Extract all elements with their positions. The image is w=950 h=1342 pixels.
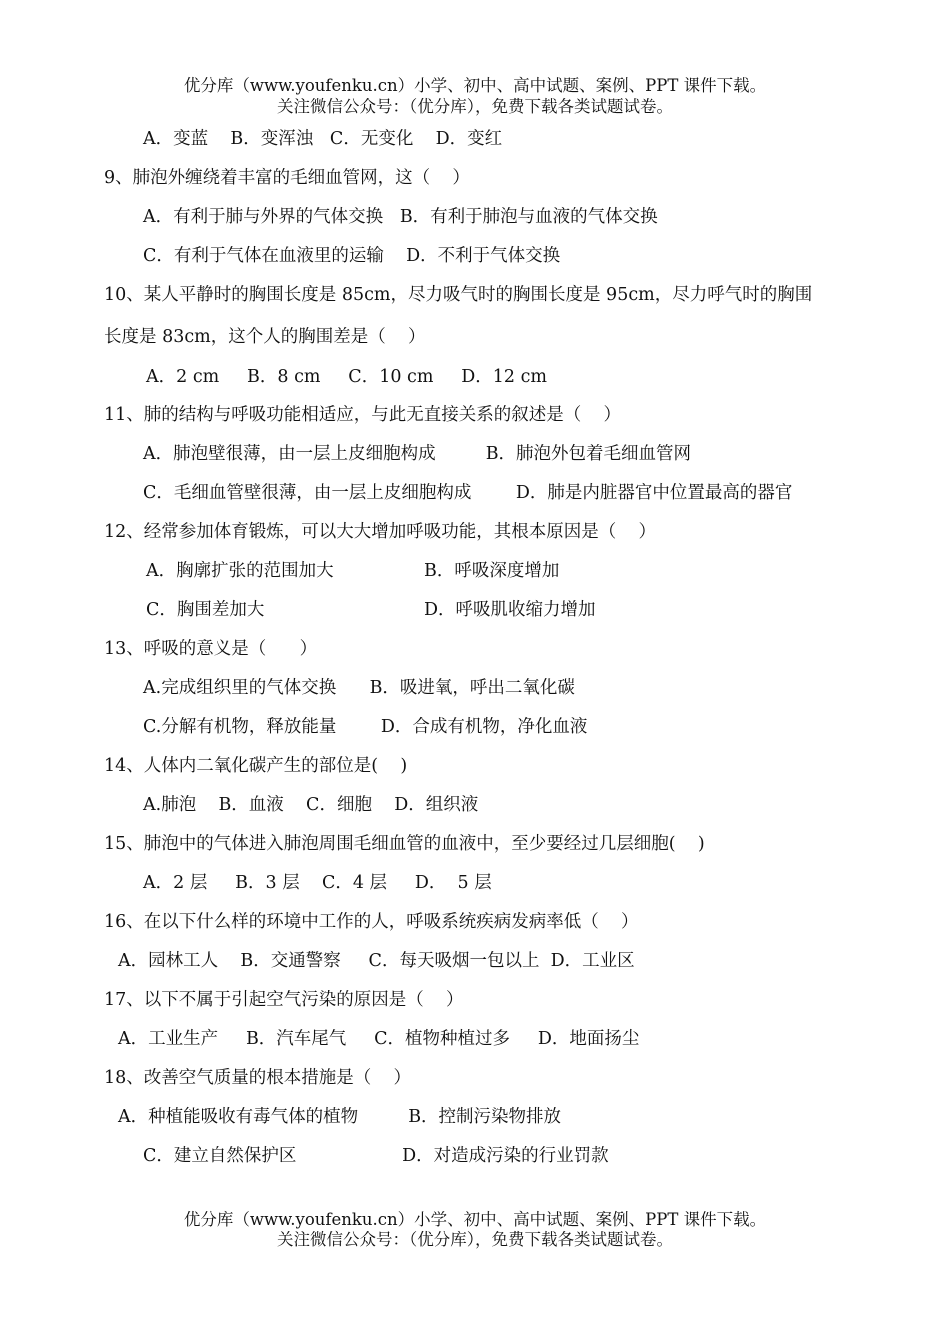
- q16-stem: 16、在以下什么样的环境中工作的人，呼吸系统疾病发病率低（ ）: [104, 912, 639, 932]
- q12-option-c: C．胸围差加大: [146, 600, 265, 620]
- q12-option-a: A．胸廓扩张的范围加大: [146, 561, 334, 581]
- q18-stem: 18、改善空气质量的根本措施是（ ）: [104, 1068, 412, 1088]
- q12-option-b: B．呼吸深度增加: [424, 561, 560, 581]
- q16-options: A．园林工人 B．交通警察 C．每天吸烟一包以上 D．工业区: [118, 951, 635, 971]
- q15-options: A．2 层 B．3 层 C．4 层 D． 5 层: [143, 873, 492, 893]
- q9-options-ab: A．有利于肺与外界的气体交换 B．有利于肺泡与血液的气体交换: [143, 207, 658, 227]
- q17-stem: 17、以下不属于引起空气污染的原因是（ ）: [104, 990, 464, 1010]
- q12-stem: 12、经常参加体育锻炼，可以大大增加呼吸功能，其根本原因是（ ）: [104, 522, 657, 542]
- q14-stem: 14、人体内二氧化碳产生的部位是( ): [104, 756, 408, 776]
- q13-options-cd: C.分解有机物，释放能量 D．合成有机物，净化血液: [143, 717, 588, 737]
- q11-options-cd: C．毛细血管壁很薄，由一层上皮细胞构成 D．肺是内脏器官中位置最高的器官: [143, 483, 793, 503]
- q18-options-cd: C．建立自然保护区 D．对造成污染的行业罚款: [143, 1146, 609, 1166]
- q15-stem: 15、肺泡中的气体进入肺泡周围毛细血管的血液中，至少要经过几层细胞( ): [104, 834, 705, 854]
- q13-stem: 13、呼吸的意义是（ ）: [104, 639, 318, 659]
- footer-line-1: 优分库（www.youfenku.cn）小学、初中、高中试题、案例、PPT 课件下载。: [183, 1210, 767, 1229]
- q11-stem: 11、肺的结构与呼吸功能相适应，与此无直接关系的叙述是（ ）: [104, 405, 622, 425]
- q14-options: A.肺泡 B．血液 C．细胞 D．组织液: [143, 795, 479, 815]
- q10-options: A．2 cm B．8 cm C．10 cm D．12 cm: [146, 367, 547, 387]
- q10-stem-line-1: 10、某人平静时的胸围长度是 85cm，尽力吸气时的胸围长度是 95cm，尽力呼气时的胸围: [104, 285, 813, 305]
- q9-options-cd: C．有利于气体在血液里的运输 D．不利于气体交换: [143, 246, 561, 266]
- q9-stem: 9、肺泡外缠绕着丰富的毛细血管网，这（ ）: [104, 168, 470, 188]
- q17-options: A．工业生产 B．汽车尾气 C．植物种植过多 D．地面扬尘: [118, 1029, 640, 1049]
- q13-options-ab: A.完成组织里的气体交换 B．吸进氧，呼出二氧化碳: [143, 678, 575, 698]
- footer-line-2: 关注微信公众号：（优分库），免费下载各类试题试卷。: [277, 1230, 673, 1249]
- header-line-1: 优分库（www.youfenku.cn）小学、初中、高中试题、案例、PPT 课件下载。: [183, 76, 767, 95]
- q12-option-d: D．呼吸肌收缩力增加: [424, 600, 596, 620]
- q11-options-ab: A．肺泡壁很薄，由一层上皮细胞构成 B．肺泡外包着毛细血管网: [143, 444, 692, 464]
- q8-options: A．变蓝 B．变浑浊 C．无变化 D．变红: [143, 129, 503, 149]
- q10-stem-line-2: 长度是 83cm，这个人的胸围差是（ ）: [104, 327, 426, 347]
- q18-options-ab: A．种植能吸收有毒气体的植物 B．控制污染物排放: [118, 1107, 562, 1127]
- header-line-2: 关注微信公众号：（优分库），免费下载各类试题试卷。: [277, 97, 673, 116]
